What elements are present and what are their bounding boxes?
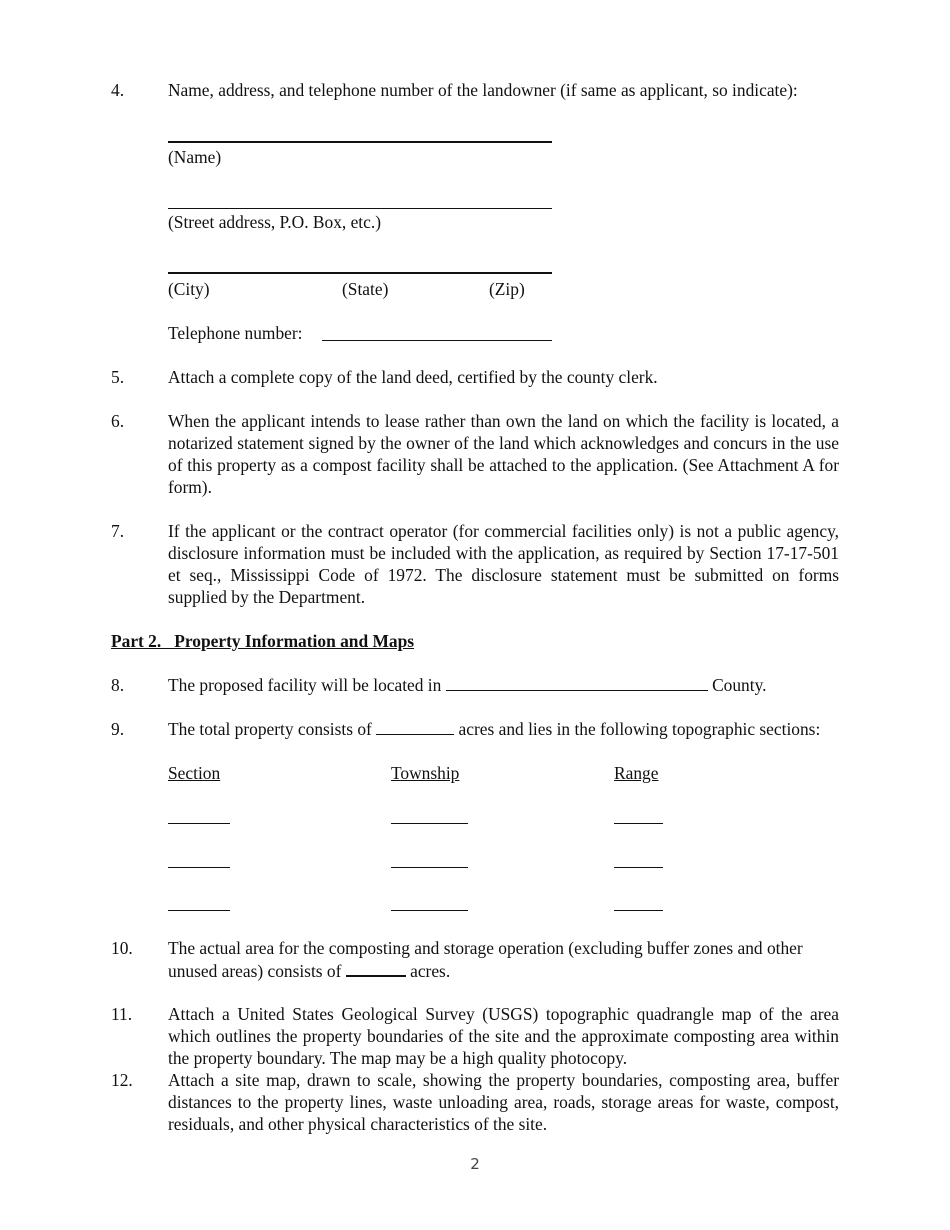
item-9-line [168,718,839,740]
item-10-text-before: unused areas) consists of [168,961,342,981]
item-12-text: Attach a site map, drawn to scale, showing the property boundaries, composting area, buffer distances to the property lines, waste unloading area, roads, storage areas for waste, compost, residuals, and other physical characteristics of the site. [168,1070,839,1134]
township-blank-1[interactable] [391,823,468,824]
item-4-text: Name, address, and telephone number of the landowner (if same as applicant, so indicate): [168,80,798,100]
landowner-name-line[interactable] [168,141,552,143]
range-blank-1[interactable] [614,823,663,824]
section-blank-1[interactable] [168,823,230,824]
item-5-text: Attach a complete copy of the land deed, certified by the county clerk. [168,367,658,387]
item-8-text-before: The proposed facility will be located in [168,675,442,695]
section-blank-2[interactable] [168,867,230,868]
item-7-number: 7. [111,521,125,541]
township-blank-3[interactable] [391,910,468,911]
total-acres-blank[interactable] [376,718,454,735]
landowner-street-line[interactable] [168,208,552,209]
section-blank-3[interactable] [168,910,230,911]
item-9-text-after: acres and lies in the following topographic sections: [458,719,821,739]
section-column-header: Section [168,763,221,783]
range-column-header: Range [614,763,659,783]
item-5-number: 5. [111,367,125,387]
item-6-text: When the applicant intends to lease rather than own the land on which the facility is located, a notarized statement signed by the owner of the land which acknowledges and concurs in the use of this property as a compost facility shall be attached to the application. (See Attachment A for form). [168,411,839,497]
township-blank-2[interactable] [391,867,468,868]
range-blank-3[interactable] [614,910,663,911]
item-9-text-before: The total property consists of [168,719,372,739]
item-8-line [168,674,839,696]
item-12-number: 12. [111,1070,133,1090]
item-10-text-after: acres. [410,961,451,981]
item-9-number: 9. [111,719,125,739]
item-4-number: 4. [111,80,125,100]
zip-label: (Zip) [489,279,525,299]
item-8-number: 8. [111,675,125,695]
item-7-text: If the applicant or the contract operator (for commercial facilities only) is not a public agency, disclosure information must be included with the application, as required by Section 17-17-501 et seq., Mississippi Code of 1972. The disclosure statement must be submitted on forms supplied by the Department. [168,521,839,607]
landowner-city-state-zip-line[interactable] [168,272,552,274]
city-label: (City) [168,279,210,299]
township-column-header: Township [391,763,460,783]
item-8-text-after: County. [712,675,767,695]
item-11-text: Attach a United States Geological Survey (USGS) topographic quadrangle map of the area which outlines the property boundaries of the site and the approximate composting area within the property boundary. The map may be a high quality photocopy. [168,1004,839,1068]
page-number: 2 [470,1155,480,1173]
part-2-heading: Part 2. Property Information and Maps [111,631,415,651]
telephone-label: Telephone number: [168,323,303,343]
item-6-number: 6. [111,411,125,431]
name-label: (Name) [168,147,222,167]
telephone-line[interactable] [322,340,552,341]
operation-acres-blank[interactable] [346,959,406,977]
street-label: (Street address, P.O. Box, etc.) [168,212,381,232]
item-10-line-2 [168,959,839,982]
county-blank[interactable] [446,674,708,691]
item-10-number: 10. [111,938,133,958]
item-10-line-1: The actual area for the composting and storage operation (excluding buffer zones and other [168,938,803,958]
state-label: (State) [342,279,389,299]
item-11-number: 11. [111,1004,133,1024]
range-blank-2[interactable] [614,867,663,868]
